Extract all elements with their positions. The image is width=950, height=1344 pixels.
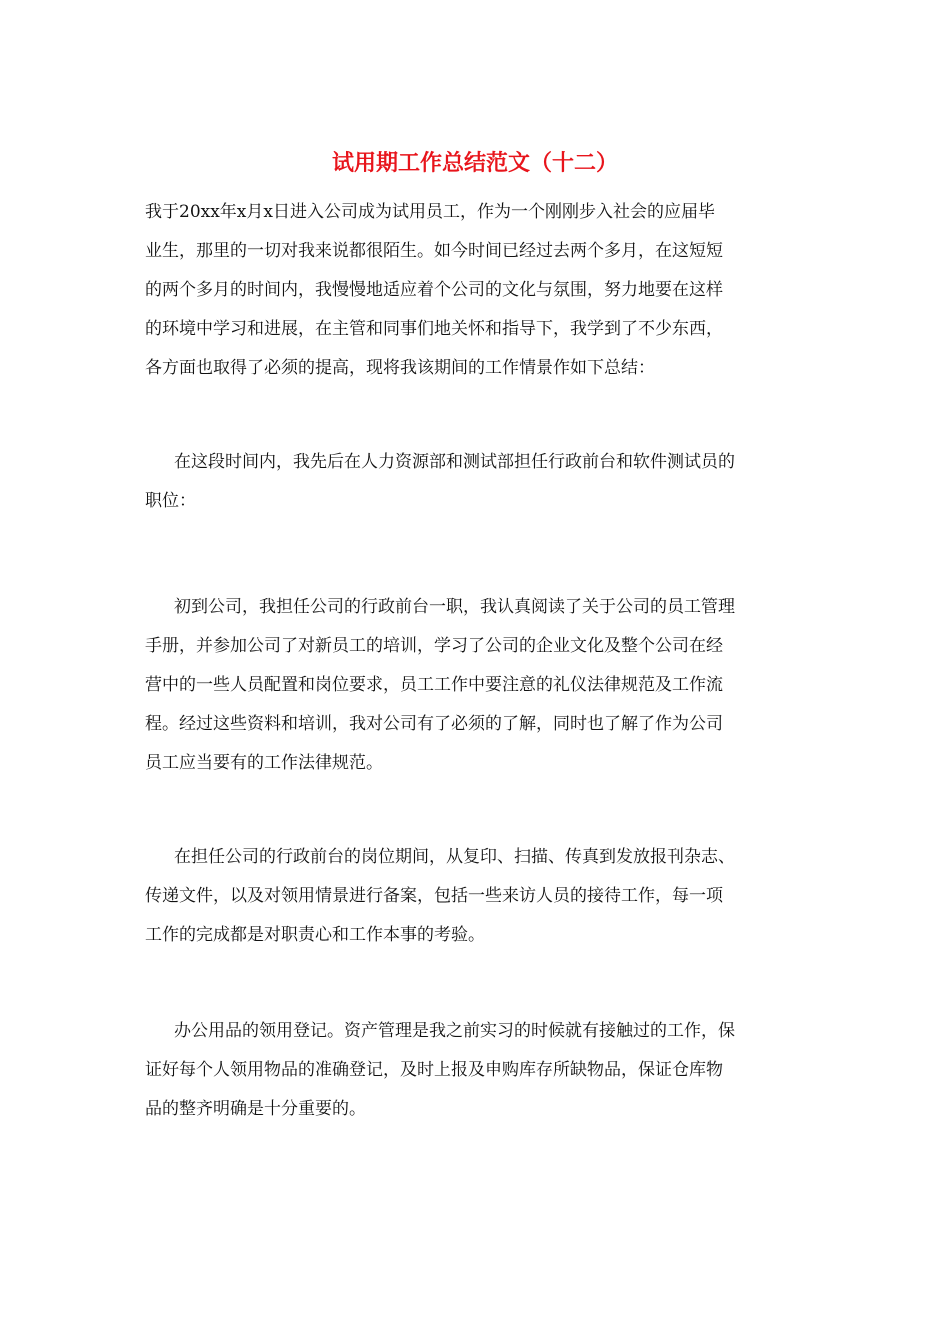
paragraph-line: 工作的完成都是对职责心和工作本事的考验。 (145, 925, 485, 945)
paragraph-positions (145, 443, 815, 521)
paragraph-onboarding (145, 588, 815, 783)
paragraph-line: 程。经过这些资料和培训，我对公司有了必须的了解，同时也了解了作为公司 (145, 714, 723, 734)
paragraph-office-supplies (145, 1012, 815, 1129)
paragraph-line: 职位： (145, 491, 196, 511)
paragraph-line: 的两个多月的时间内，我慢慢地适应着个公司的文化与氛围，努力地要在这样 (145, 280, 723, 300)
paragraph-line: 品的整齐明确是十分重要的。 (145, 1099, 366, 1119)
paragraph-front-desk (145, 838, 815, 955)
paragraph-intro (145, 193, 815, 388)
paragraph-line: 员工应当要有的工作法律规范。 (145, 753, 383, 773)
paragraph-line: 证好每个人领用物品的准确登记，及时上报及申购库存所缺物品，保证仓库物 (145, 1060, 723, 1080)
paragraph-line: 营中的一些人员配置和岗位要求，员工工作中要注意的礼仪法律规范及工作流 (145, 675, 723, 695)
paragraph-line: 传递文件，以及对领用情景进行备案，包括一些来访人员的接待工作，每一项 (145, 886, 723, 906)
paragraph-line: 在这段时间内，我先后在人力资源部和测试部担任行政前台和软件测试员的 (174, 452, 735, 472)
paragraph-line: 在担任公司的行政前台的岗位期间，从复印、扫描、传真到发放报刊杂志、 (174, 847, 735, 867)
paragraph-line: 办公用品的领用登记。资产管理是我之前实习的时候就有接触过的工作，保 (174, 1021, 735, 1041)
paragraph-line: 的环境中学习和进展，在主管和同事们地关怀和指导下，我学到了不少东西， (145, 319, 723, 339)
paragraph-line: 业生，那里的一切对我来说都很陌生。如今时间已经过去两个多月，在这短短 (145, 241, 723, 261)
paragraph-line: 初到公司，我担任公司的行政前台一职，我认真阅读了关于公司的员工管理 (174, 597, 735, 617)
paragraph-line: 手册，并参加公司了对新员工的培训，学习了公司的企业文化及整个公司在经 (145, 636, 723, 656)
document-title: 试用期工作总结范文（十二） (331, 150, 618, 176)
paragraph-line: 我于20xx年x月x日进入公司成为试用员工，作为一个刚刚步入社会的应届毕 (145, 202, 715, 222)
paragraph-line: 各方面也取得了必须的提高，现将我该期间的工作情景作如下总结： (145, 358, 655, 378)
